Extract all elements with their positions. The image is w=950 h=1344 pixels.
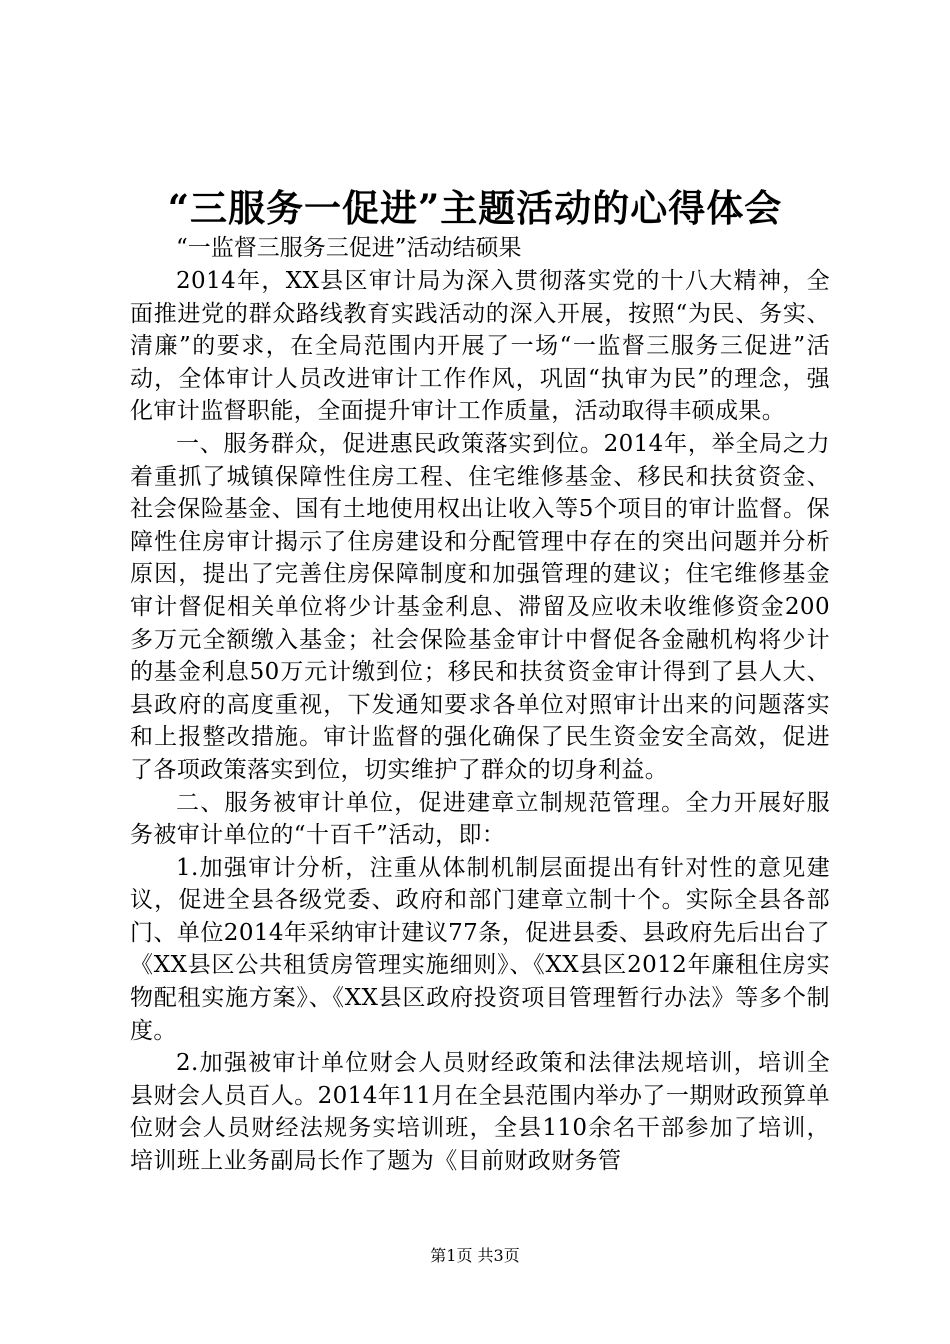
paragraph-section-2: 二、服务被审计单位，促进建章立制规范管理。全力开展好服务被审计单位的“十百千”活动，即： bbox=[130, 789, 830, 849]
paragraph-item-2: 2.加强被审计单位财会人员财经政策和法律法规培训，培训全县财会人员百人。2014年11月在全县范围内举办了一期财政预算单位财会人员财经法规务实培训班，全县110余名干部参加了培训，培训班上业务副局长作了题为《目前财政财务管 bbox=[130, 1050, 830, 1175]
page-footer: 第1页 共3页 bbox=[430, 1246, 520, 1265]
document-body bbox=[130, 232, 830, 1178]
paragraph-item-1: 1.加强审计分析，注重从体制机制层面提出有针对性的意见建议，促进全县各级党委、政府和部门建章立制十个。实际全县各部门、单位2014年采纳审计建议77条，促进县委、县政府先后出台了《XX县区公共租赁房管理实施细则》、《XX县区2012年廉租住房实物配租实施方案》、《XX县区政府投资项目管理暂行办法》等多个制度。 bbox=[130, 854, 830, 1044]
page-title: “三服务一促进”主题活动的心得体会 bbox=[167, 186, 783, 230]
document-subtitle: “一监督三服务三促进”活动结硕果 bbox=[176, 235, 522, 261]
paragraph-intro: 2014年，XX县区审计局为深入贯彻落实党的十八大精神，全面推进党的群众路线教育实践活动的深入开展，按照“为民、务实、清廉”的要求，在全局范围内开展了一场“一监督三服务三促进”活动，全体审计人员改进审计工作作风，巩固“执审为民”的理念，强化审计监督职能，全面提升审计工作质量，活动取得丰硕成果。 bbox=[130, 268, 830, 425]
paragraph-section-1: 一、服务群众，促进惠民政策落实到位。2014年，举全局之力着重抓了城镇保障性住房工程、住宅维修基金、移民和扶贫资金、社会保险基金、国有土地使用权出让收入等5个项目的审计监督。保障性住房审计揭示了住房建设和分配管理中存在的突出问题并分析原因，提出了完善住房保障制度和加强管理的建议；住宅维修基金审计督促相关单位将少计基金利息、滞留及应收未收维修资金200多万元全额缴入基金；社会保险基金审计中督促各金融机构将少计的基金利息50万元计缴到位；移民和扶贫资金审计得到了县人大、县政府的高度重视，下发通知要求各单位对照审计出来的问题落实和上报整改措施。审计监督的强化确保了民生资金安全高效，促进了各项政策落实到位，切实维护了群众的切身利益。 bbox=[130, 430, 830, 783]
